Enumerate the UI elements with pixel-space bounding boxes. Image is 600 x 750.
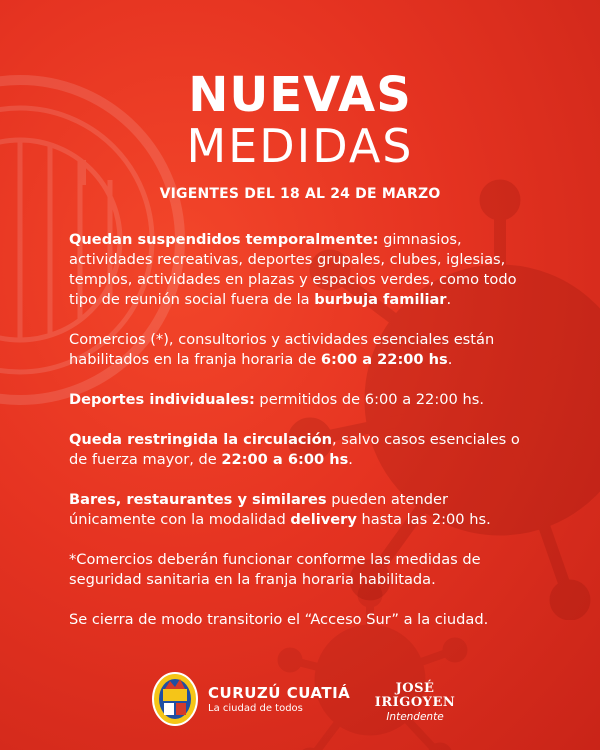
- measure-text: permitidos de 6:00 a 22:00 hs.: [254, 391, 484, 408]
- measure-text-end: hasta las 2:00 hs.: [356, 511, 491, 528]
- measure-suspended: [69, 230, 539, 310]
- measure-access-closure: [69, 610, 539, 630]
- city-text: [208, 684, 350, 715]
- city-name: CURUZÚ CUATIÁ: [208, 683, 351, 702]
- mayor-role: Intendente: [386, 711, 444, 723]
- title-line-2: MEDIDAS: [186, 119, 414, 173]
- mayor-last-name: IRIGOYEN: [374, 695, 456, 710]
- city-tagline: La ciudad de todos: [208, 702, 303, 714]
- measure-text: pueden atender únicamente con la modalidad: [69, 491, 448, 528]
- measure-text: Comercios (*), consultorios y actividades esenciales están habilitados en la franja horaria de: [69, 331, 495, 368]
- measure-emphasis: 6:00 a 22:00 hs: [320, 351, 448, 368]
- measure-commerce-hours: [69, 330, 539, 370]
- measures-list: [69, 230, 539, 650]
- measure-heading: Deportes individuales:: [69, 391, 255, 408]
- date-subtitle: VIGENTES DEL 18 AL 24 DE MARZO: [159, 186, 441, 202]
- mayor-first-name: JOSÉ: [395, 681, 435, 696]
- measure-heading: Queda restringida la circulación: [69, 431, 332, 448]
- measure-text: , salvo casos esenciales o de fuerza mayor, de: [69, 431, 520, 468]
- title-line-1: NUEVAS: [188, 67, 412, 123]
- measure-text: gimnasios, actividades recreativas, deportes grupales, clubes, iglesias, templos, actividades en plazas y espacios verdes, como todo tipo de reunión social fuera de la: [69, 231, 517, 308]
- measure-text: Se cierra de modo transitorio el “Acceso Sur” a la ciudad.: [69, 611, 489, 628]
- mayor-signature: [372, 682, 458, 724]
- measure-commerce-note: [69, 550, 539, 590]
- measure-heading: Quedan suspendidos temporalmente:: [69, 231, 379, 248]
- measure-heading: Bares, restaurantes y similares: [69, 491, 327, 508]
- measure-circulation: [69, 430, 539, 470]
- measure-text-end: .: [447, 351, 453, 368]
- measure-text-end: .: [348, 451, 353, 468]
- measure-bars: [69, 490, 539, 530]
- city-shield-icon: [150, 671, 200, 727]
- measure-text: *Comercios deberán funcionar conforme las medidas de seguridad sanitaria en la franja horaria habilitada.: [69, 551, 481, 588]
- measure-emphasis: burbuja familiar: [314, 291, 447, 308]
- measure-emphasis: delivery: [290, 511, 357, 528]
- measure-individual-sports: [69, 390, 539, 410]
- city-logo: [150, 672, 366, 726]
- measure-text-end: .: [446, 291, 452, 308]
- measure-emphasis: 22:00 a 6:00 hs: [221, 451, 349, 468]
